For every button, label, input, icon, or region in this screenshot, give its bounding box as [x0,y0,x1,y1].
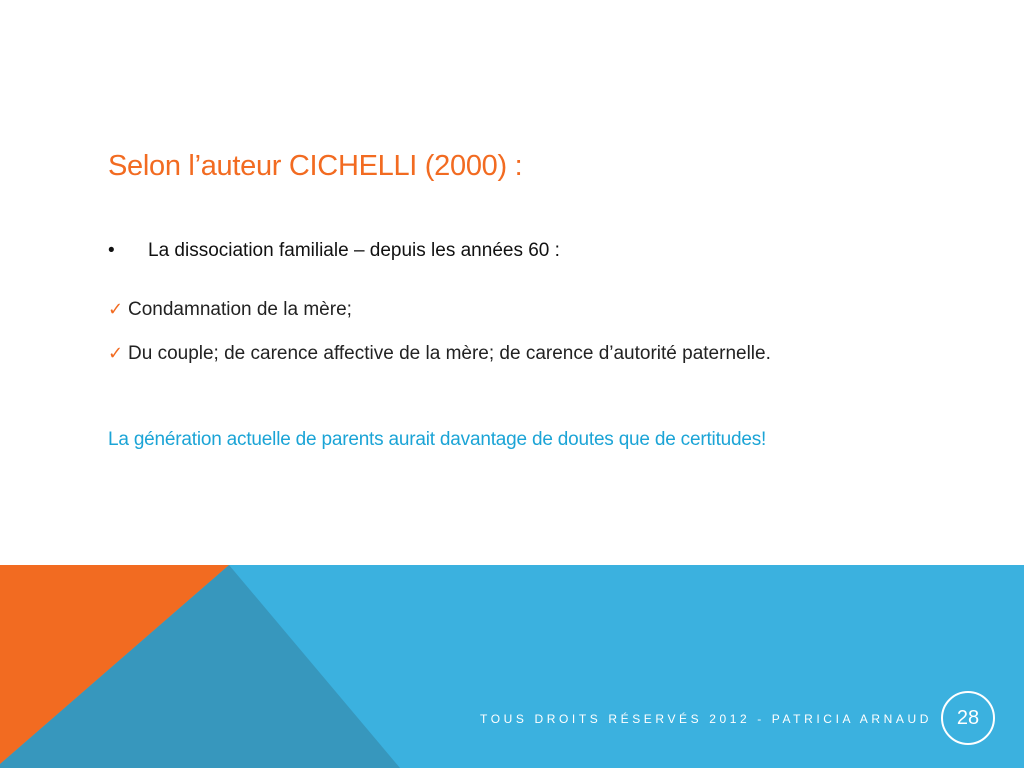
page-number-badge [941,691,995,745]
slide-title: Selon l’auteur CICHELLI (2000) : [108,150,523,182]
bullet-text: La dissociation familiale – depuis les années 60 : [148,240,560,261]
bullet-item [108,240,560,262]
check-item [108,299,352,321]
checkmark-icon: ✓ [108,299,124,319]
bullet-marker: • [108,240,115,261]
conclusion-text: La génération actuelle de parents aurait davantage de doutes que de certitudes! [108,429,767,450]
footer-decoration [0,565,1024,768]
check-text: Du couple; de carence affective de la mère; de carence d’autorité paternelle. [128,343,771,364]
footer-copyright: TOUS DROITS RÉSERVÉS 2012 - PATRICIA ARNAUD [480,712,932,726]
checkmark-icon: ✓ [108,343,124,363]
check-item [108,343,771,365]
check-text: Condamnation de la mère; [128,299,352,320]
page-number: 28 [956,706,980,729]
